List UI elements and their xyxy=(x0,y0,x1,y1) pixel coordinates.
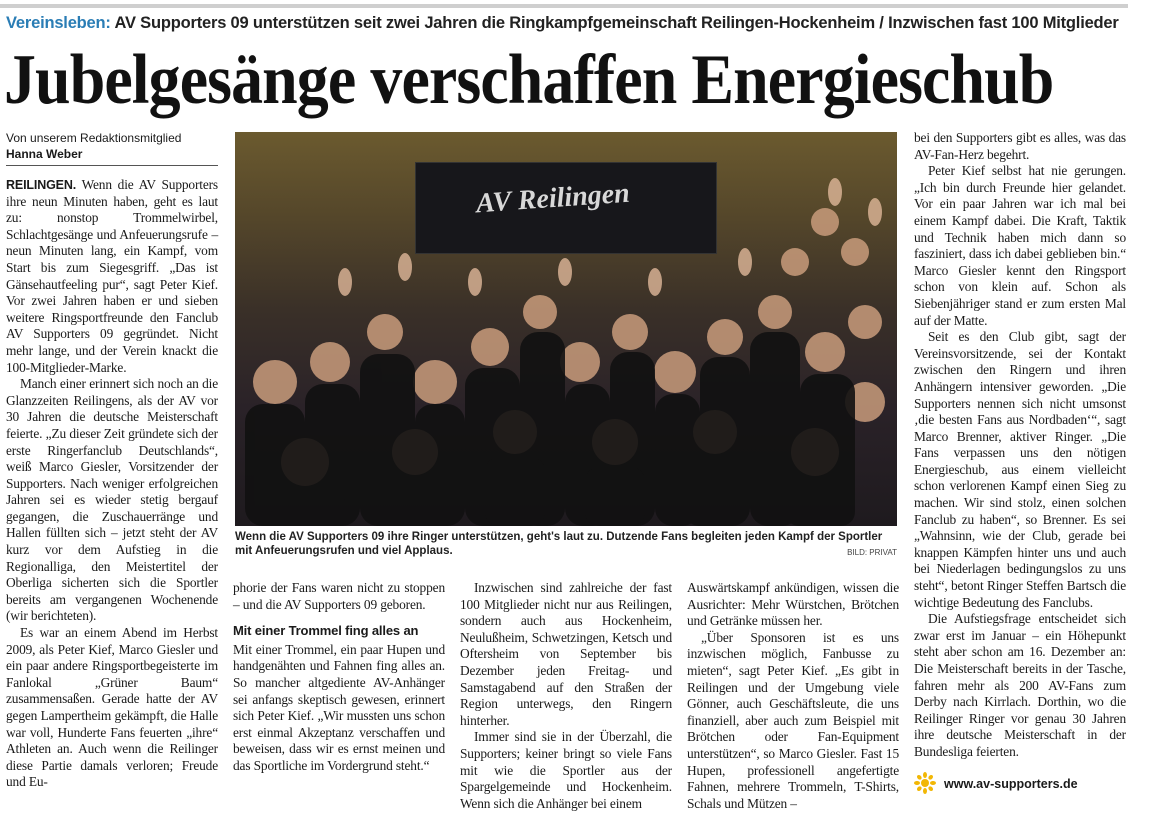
paragraph: Mit einer Trommel, ein paar Hupen und handgenähten und Fahnen fing alles an. So mancher altgediente AV-Anhänger sei anfangs skeptisch gewesen, erinnert sich Peter Kief. „Wir mussten uns schon erst einmal Akzeptanz verschaffen und beweisen, dass wir es ernst meinen und das Sportliche im Vordergrund steht.“ xyxy=(233,641,445,773)
byline-author: Hanna Weber xyxy=(6,147,83,161)
headline: Jubelgesänge verschaffen Energieschub xyxy=(4,41,1054,119)
photo-caption: Wenn die AV Supporters 09 ihre Ringer unterstützen, geht's laut zu. Dutzende Fans begleiten jeden Kampf der Sportler mit Anfeuerungsrufen und viel Applaus. xyxy=(235,531,883,557)
column-2 xyxy=(233,580,445,775)
column-4 xyxy=(687,580,899,812)
column-5 xyxy=(914,130,1126,761)
byline-intro: Von unserem Redaktionsmitglied xyxy=(6,131,182,145)
paragraph: Seit es den Club gibt, sagt der Vereinsvorsitzende, sei der Kontakt zwischen den Ringern und ihren Anhängern intensiver geworden. „Die Supporters nennen sich nicht umsonst ‚die besten Fans aus Nordbaden‘“, sagt Marco Brenner, aktiver Ringer. „Die Fans verpassen uns den nötigen Energieschub, aus einem vielleicht schon verlorenen Kampf einen Sieg zu machen. Wir sind stolz, einen solchen Fanclub zu haben“, so Brenner. Es sei „Wahnsinn, wie der Club, gerade bei knappen Kämpfen hinter uns und auch bei Niederlagen bedingungslos zu uns steht“, betont Ringer Steffen Bartsch die wichtige Bedeutung des Fanclubs. xyxy=(914,329,1126,610)
paragraph: Es war an einem Abend im Herbst 2009, als Peter Kief, Marco Giesler und ein paar andere Ringsportbegeisterte im Fanlokal „Grüner Baum“ zusammensaßen. Gerade hatte der AV gegen Lampertheim gekämpft, die Halle war voll, Hunderte Fans feuerten „ihre“ Athleten an. Auch wenn die Reilinger diese Partie damals verloren; Freude und Eu- xyxy=(6,625,218,790)
paragraph xyxy=(6,177,218,376)
crowd-illustration xyxy=(235,132,897,526)
kicker-text: AV Supporters 09 unterstützen seit zwei Jahren die Ringkampfgemeinschaft Reilingen-Hockenheim / Inzwischen fast 100 Mitglieder xyxy=(114,14,1119,32)
article-photo xyxy=(235,132,897,526)
paragraph: Peter Kief selbst hat nie gerungen. „Ich bin durch Freunde hier gelandet. Vor ein paar Jahren war ich mal bei einem Kampf dabei. Die Kraft, Taktik und Technik haben mich dann so fasziniert, dass ich dabei geblieben bin.“ Marco Giesler kennt den Ringsport schon von klein auf. Schon als Siebenjähriger stand er zum ersten Mal auf der Matte. xyxy=(914,163,1126,328)
paragraph: bei den Supporters gibt es alles, was das AV-Fan-Herz begehrt. xyxy=(914,130,1126,162)
website-link[interactable]: www.av-supporters.de xyxy=(944,777,1078,791)
subheading: Mit einer Trommel fing alles an xyxy=(233,623,419,639)
paragraph-text: Wenn die AV Supporters ihre neun Minuten haben, geht es laut zu: nonstop Trommelwirbel, Schlachtgesänge und Anfeuerungsrufe – neun Minuten lang, ein Kampf, vom Start bis zum Siegesgriff. „Das ist Gänsehautfeeling pur“, sagt Peter Kief. Vor zwei Jahren haben er und sieben weitere Ringsportfreunde den Fanclub AV Supporters 09 gegründet. Nicht mehr lange, und der Verein knackt die 100-Mitglieder-Marke. xyxy=(6,177,218,375)
paragraph: Auswärtskampf ankündigen, wissen die Ausrichter: Mehr Würstchen, Brötchen und Getränke müssen her. xyxy=(687,580,899,629)
paragraph: „Über Sponsoren ist es uns inzwischen möglich, Fanbusse zu mieten“, sagt Peter Kief. „Es gibt in Reilingen und der Umgebung viele Gönner, auch Geschäftsleute, die uns finanziell, aber auch zum Beispiel mit Brötchen oder Fan-Equipment unterstützen“, so Marco Giesler. Fast 15 Hupen, professionell angefertigte Fahnen, mehrere Trommeln, T-Shirts, Schals und Mützen – xyxy=(687,629,899,811)
kicker-label: Vereinsleben: xyxy=(6,14,111,32)
paragraph: Die Aufstiegsfrage entscheidet sich zwar erst im Januar – ein Höhepunkt steht aber schon am 16. Dezember an: Die Meisterschaft bereits in der Tasche, fahren mehr als 200 AV-Fans zum Derby nach Kirrlach. Dorthin, wo die Reilinger Ringer vor genau 30 Jahren ihre deutsche Meisterschaft in der Bundesliga feierten. xyxy=(914,611,1126,759)
sun-icon xyxy=(914,772,936,794)
paragraph: Inzwischen sind zahlreiche der fast 100 Mitglieder nicht nur aus Reilingen, sondern auch aus Hockenheim, Neulußheim, Schwetzingen, Ketsch und Oftersheim von September bis Dezember jeden Freitag- und Samstagabend auf den Straßen der Region unterwegs, den Ringern hinterher. xyxy=(460,580,672,728)
paragraph: phorie der Fans waren nicht zu stoppen – und die AV Supporters 09 geboren. xyxy=(233,580,445,612)
column-1 xyxy=(6,177,218,791)
kicker-line xyxy=(6,14,1136,33)
column-3 xyxy=(460,580,672,812)
byline xyxy=(6,130,218,166)
dateline: REILINGEN. xyxy=(6,178,77,192)
banner-text: AV Reilingen xyxy=(475,177,631,220)
paragraph: Manch einer erinnert sich noch an die Glanzzeiten Reilingens, als der AV vor 30 Jahren die deutsche Meisterschaft feierte. „Zu dieser Zeit gründete sich der erste Ringerfanclub Deutschlands“, weiß Marco Giesler, Vorsitzender der Supporters. Nach weniger erfolgreichen Jahren sei es wieder stetig bergauf gegangen, die Zuschauerränge und Hallen füllten sich – jetzt steht der AV kurz vor dem Aufstieg in die Regionalliga, den Meistertitel der Oberliga sicherten sich die Sportler bereits am vergangenen Wochenende (wir berichteten). xyxy=(6,376,218,624)
photo-credit: BILD: PRIVAT xyxy=(847,548,897,557)
top-rule xyxy=(0,4,1128,8)
paragraph: Immer sind sie in der Überzahl, die Supporters; keiner bringt so viele Fans mit wie die Sportler aus der Spargelgemeinde und Hockenheim. Wenn sich die Anhänger bei einem xyxy=(460,729,672,811)
